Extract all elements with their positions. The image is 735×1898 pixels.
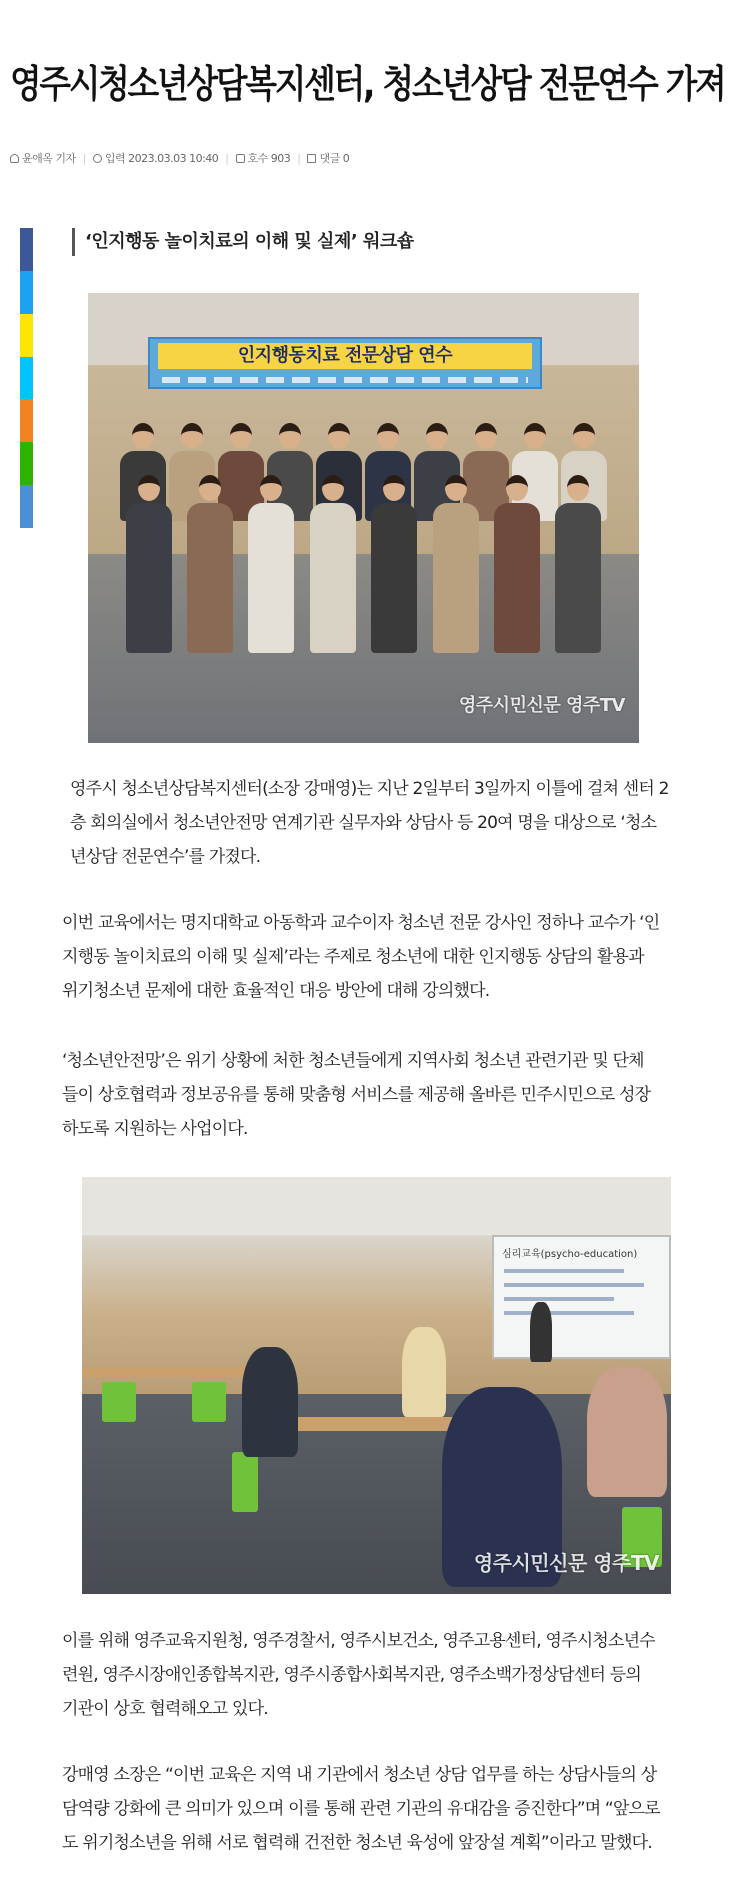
- lecturer: [530, 1302, 552, 1362]
- photo-watermark: 영주시민신문 영주TV: [458, 695, 625, 716]
- author-name: 윤애옥 기자: [22, 152, 76, 165]
- participant-head: [506, 475, 528, 501]
- participant-head: [132, 423, 154, 449]
- participant-head: [426, 423, 448, 449]
- paragraph-line: 기관이 상호 협력해오고 있다.: [62, 1699, 268, 1719]
- article-title: 영주시청소년상담복지센터, 청소년상담 전문연수 가져: [10, 62, 725, 107]
- paragraph-3: [62, 1044, 650, 1146]
- participant-body: [371, 503, 417, 653]
- participant-body: [494, 503, 540, 653]
- desk: [82, 1367, 262, 1377]
- paragraph-line: 하도록 지원하는 사업이다.: [62, 1119, 248, 1139]
- participant: [310, 475, 356, 653]
- group-photo: [88, 293, 639, 743]
- chair: [102, 1382, 136, 1422]
- twitter-icon[interactable]: [20, 271, 33, 314]
- date-info: [93, 150, 218, 166]
- paragraph-5: [62, 1758, 660, 1860]
- participant-body: [310, 503, 356, 653]
- meta-divider: |: [297, 151, 301, 165]
- photo-watermark: 영주시민신문 영주TV: [473, 1551, 659, 1575]
- participant-head: [230, 423, 252, 449]
- participant-head: [573, 423, 595, 449]
- paragraph-line: 이를 위해 영주교육지원청, 영주경찰서, 영주시보건소, 영주고용센터, 영주시청소년수: [62, 1631, 655, 1651]
- attendee: [242, 1347, 298, 1457]
- participant-head: [377, 423, 399, 449]
- paragraph-line: 강매영 소장은 “이번 교육은 지역 내 기관에서 청소년 상담 업무를 하는 상담사들의 상: [62, 1765, 657, 1785]
- paragraph-line: 도 위기청소년을 위해 서로 협력해 건전한 청소년 육성에 앞장설 계획”이라고 말했다.: [62, 1833, 652, 1853]
- classroom-photo: [82, 1177, 671, 1594]
- attendee: [402, 1327, 446, 1417]
- banner-title: 인지행동치료 전문상담 연수: [158, 343, 532, 369]
- issue-info: [236, 150, 291, 166]
- paragraph-line: 층 회의실에서 청소년안전망 연계기관 실무자와 상담사 등 20여 명을 대상으로 ‘청소: [70, 813, 657, 833]
- paragraph-line: 들이 상호협력과 정보공유를 통해 맞춤형 서비스를 제공해 올바른 민주시민으로 성장: [62, 1085, 651, 1105]
- participant: [555, 475, 601, 653]
- facebook-icon[interactable]: [20, 228, 33, 271]
- participant-body: [126, 503, 172, 653]
- participant: [187, 475, 233, 653]
- paragraph-4: [62, 1624, 655, 1726]
- participant: [248, 475, 294, 653]
- participant-body: [433, 503, 479, 653]
- participant-head: [279, 423, 301, 449]
- participant-body: [248, 503, 294, 653]
- banner-subtext: [162, 377, 528, 383]
- participant-head: [383, 475, 405, 501]
- paragraph-line: 담역량 강화에 큰 의미가 있으며 이를 통해 관련 기관의 유대감을 증진한다”며 “앞으로: [62, 1799, 660, 1819]
- naver-blog-icon[interactable]: [20, 442, 33, 485]
- publish-date: 입력 2023.03.03 10:40: [104, 152, 219, 165]
- chair: [192, 1382, 226, 1422]
- comment-info[interactable]: [307, 150, 349, 166]
- paragraph-2: [62, 906, 659, 1008]
- meta-divider: |: [82, 151, 86, 165]
- participant: [371, 475, 417, 653]
- participant-head: [328, 423, 350, 449]
- link-icon[interactable]: [20, 485, 33, 528]
- screen-text-line: [504, 1297, 614, 1301]
- paragraph-line: 영주시 청소년상담복지센터(소장 강매영)는 지난 2일부터 3일까지 이틀에 걸쳐 센터 2: [70, 779, 669, 799]
- participant-head: [524, 423, 546, 449]
- participant: [494, 475, 540, 653]
- band-icon[interactable]: [20, 399, 33, 442]
- participant: [433, 475, 479, 653]
- person-icon: [10, 154, 19, 163]
- author-info[interactable]: [10, 150, 76, 166]
- paragraph-line: 이번 교육에서는 명지대학교 아동학과 교수이자 청소년 전문 강사인 정하나 교수가 ‘인: [62, 913, 660, 933]
- participant-head: [138, 475, 160, 501]
- participant-head: [260, 475, 282, 501]
- paragraph-line: 련원, 영주시장애인종합복지관, 영주시종합사회복지관, 영주소백가정상담센터 등의: [62, 1665, 641, 1685]
- kakaotalk-icon[interactable]: [20, 314, 33, 357]
- paragraph-line: 년상담 전문연수’를 가졌다.: [70, 847, 261, 867]
- comment-count: 댓글 0: [319, 152, 350, 165]
- projector-screen: [492, 1235, 671, 1359]
- issue-icon: [236, 154, 245, 163]
- paragraph-line: 지행동 놀이치료의 이해 및 실제’라는 주제로 청소년에 대한 인지행동 상담의 활용과: [62, 947, 644, 967]
- article-meta: [10, 150, 349, 166]
- participant-head: [181, 423, 203, 449]
- participants-front-row: [118, 475, 609, 653]
- participant: [126, 475, 172, 653]
- workshop-banner: [148, 337, 542, 389]
- screen-text-line: [504, 1311, 634, 1315]
- attendee: [587, 1367, 667, 1497]
- participant-body: [555, 503, 601, 653]
- chair: [232, 1452, 258, 1512]
- screen-text-line: [504, 1283, 644, 1287]
- participant-head: [199, 475, 221, 501]
- paragraph-line: ‘청소년안전망’은 위기 상황에 처한 청소년들에게 지역사회 청소년 관련기관 및 단체: [62, 1051, 644, 1071]
- issue-number: 호수 903: [247, 152, 291, 165]
- clock-icon: [93, 154, 102, 163]
- kakaostory-icon[interactable]: [20, 357, 33, 400]
- paragraph-line: 위기청소년 문제에 대한 효율적인 대응 방안에 대해 강의했다.: [62, 981, 490, 1001]
- share-bar: [20, 228, 33, 528]
- participant-body: [187, 503, 233, 653]
- participant-head: [445, 475, 467, 501]
- screen-title: 심리교육(psycho-education): [502, 1249, 638, 1260]
- article-subheading: ‘인지행동 놀이치료의 이해 및 실제’ 워크숍: [72, 228, 414, 256]
- participant-head: [475, 423, 497, 449]
- participant-head: [567, 475, 589, 501]
- screen-text-line: [504, 1269, 624, 1273]
- comment-icon: [307, 154, 316, 163]
- paragraph-1: [70, 772, 669, 874]
- meta-divider: |: [225, 151, 229, 165]
- participant-head: [322, 475, 344, 501]
